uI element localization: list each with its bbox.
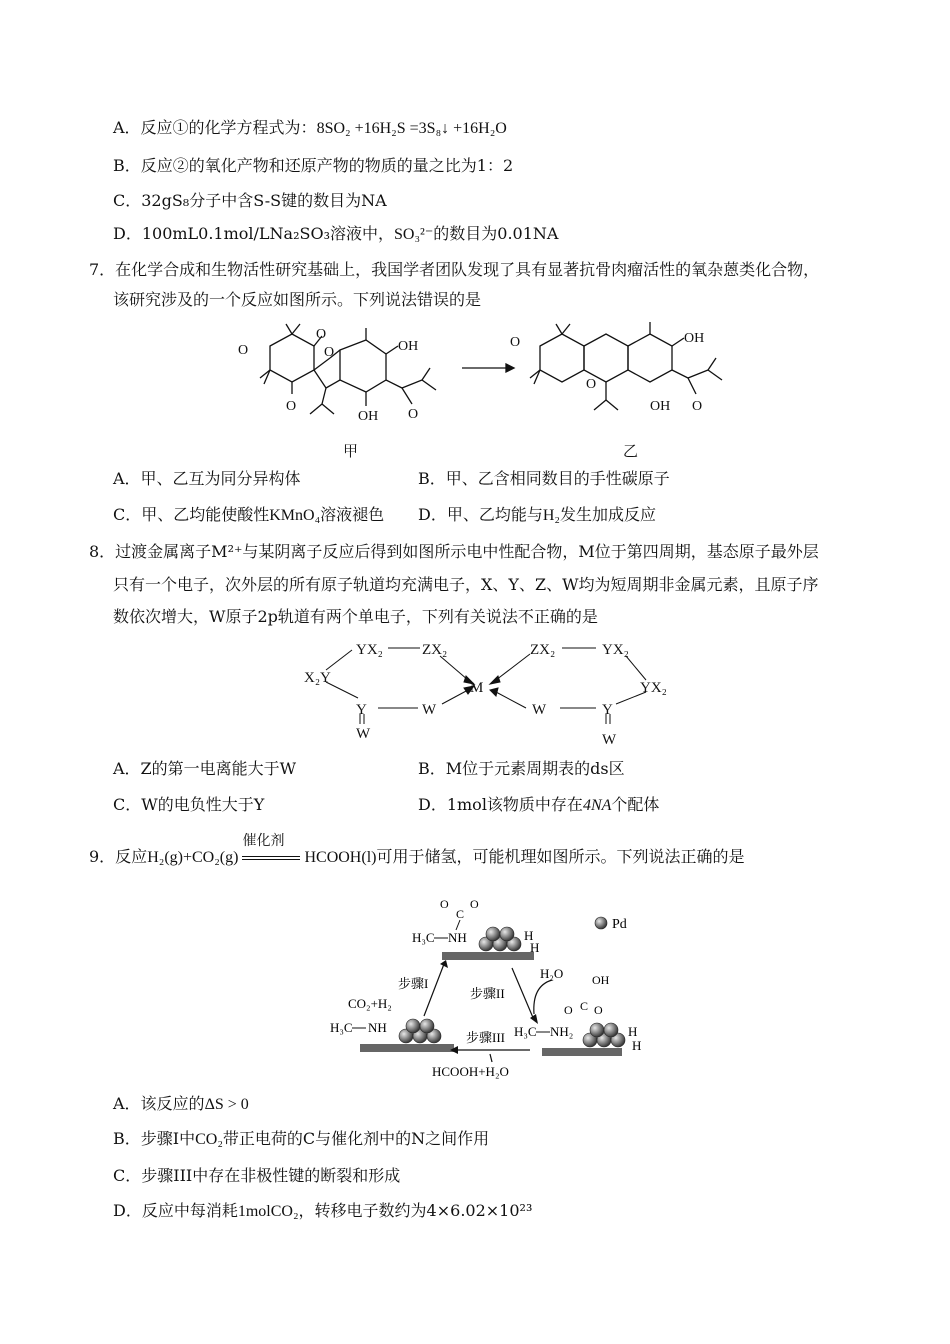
step3-label: 步骤III bbox=[466, 1030, 505, 1045]
sulfite-ion: SO₃²⁻ bbox=[394, 226, 434, 243]
svg-text:W: W bbox=[602, 732, 617, 748]
q8-option-a: A．Z的第一电离能大于W bbox=[113, 759, 297, 778]
pd-legend: Pd bbox=[612, 917, 627, 932]
q7-reaction-diagram bbox=[230, 318, 750, 458]
co2-formula: CO₂ bbox=[195, 1131, 223, 1148]
svg-text:O: O bbox=[408, 407, 419, 422]
delta-s: ΔS > 0 bbox=[204, 1096, 249, 1113]
q8-stem-line2: 只有一个电子，次外层的所有原子轨道均充满电子，X、Y、Z、W均为短周期非金属元素，且原子序 bbox=[113, 575, 819, 594]
q6-option-d: D．100mL0.1mol/LNa₂SO₃溶液中，SO₃²⁻的数目为0.01NA bbox=[113, 224, 559, 243]
svg-text:H: H bbox=[632, 1038, 642, 1053]
svg-text:C: C bbox=[580, 999, 589, 1013]
svg-text:X₂Y: X₂Y bbox=[304, 670, 331, 686]
svg-text:O: O bbox=[316, 327, 327, 342]
svg-text:ZX₂: ZX₂ bbox=[530, 642, 556, 658]
svg-text:Y: Y bbox=[602, 702, 613, 718]
q8-stem-line1: 8．过渡金属离子M²⁺与某阴离子反应后得到如图所示电中性配合物，M位于第四周期，基态原子最外层 bbox=[89, 542, 819, 561]
svg-text:YX₂: YX₂ bbox=[356, 642, 383, 658]
svg-text:W: W bbox=[422, 702, 437, 718]
q8-option-c: C．W的电负性大于Y bbox=[113, 795, 265, 814]
svg-text:OH: OH bbox=[592, 973, 610, 987]
avogadro-number: 4NA bbox=[582, 797, 612, 814]
q7-stem-line1: 7．在化学合成和生物活性研究基础上，我国学者团队发现了具有显著抗骨肉瘤活性的氧杂蒽类化合物， bbox=[89, 260, 820, 279]
svg-text:NH: NH bbox=[448, 930, 467, 945]
svg-text:YX₂: YX₂ bbox=[602, 642, 629, 658]
q7-option-d: D．甲、乙均能与H₂发生加成反应 bbox=[418, 505, 656, 524]
svg-text:NH: NH bbox=[368, 1020, 387, 1035]
co2-h2-label: CO₂+H₂ bbox=[348, 996, 392, 1011]
q9-option-d: D．反应中每消耗1molCO₂，转移电子数约为4×6.02×10²³ bbox=[113, 1201, 533, 1220]
h2-formula: H₂ bbox=[542, 507, 560, 524]
svg-text:OH: OH bbox=[358, 409, 379, 424]
step2-label: 步骤II bbox=[470, 986, 505, 1001]
q9-option-b: B．步骤I中CO₂带正电荷的C与催化剂中的N之间作用 bbox=[113, 1129, 490, 1148]
svg-text:H: H bbox=[530, 940, 540, 955]
compound-yi-label: 乙 bbox=[623, 442, 639, 460]
q8-complex-diagram bbox=[300, 636, 680, 748]
svg-text:O: O bbox=[324, 345, 335, 360]
svg-text:OH: OH bbox=[398, 339, 419, 354]
catalyst-arrow: 催化剂 bbox=[238, 846, 304, 868]
svg-text:H: H bbox=[628, 1024, 638, 1039]
q6-option-a: A．反应①的化学方程式为：8SO₂ +16H₂S =3S₈↓ +16H₂O bbox=[113, 118, 507, 137]
q7-stem-line2: 该研究涉及的一个反应如图所示。下列说法错误的是 bbox=[113, 290, 482, 309]
svg-text:ZX₂: ZX₂ bbox=[422, 642, 448, 658]
svg-text:W: W bbox=[356, 726, 371, 742]
svg-text:O: O bbox=[440, 897, 449, 911]
q9-stem: 9．反应H₂(g)+CO₂(g) 催化剂 HCOOH(l)可用于储氢，可能机理如图所示。下列说法正确的是 bbox=[89, 833, 745, 866]
svg-text:OH: OH bbox=[650, 399, 671, 414]
q6-option-b: B．反应②的氧化产物和还原产物的物质的量之比为1：2 bbox=[113, 156, 514, 175]
svg-text:H₃C: H₃C bbox=[330, 1020, 353, 1035]
q7-label-o: O bbox=[238, 343, 249, 358]
q7-option-a: A．甲、乙互为同分异构体 bbox=[113, 469, 301, 488]
svg-text:YX₂: YX₂ bbox=[640, 680, 667, 696]
svg-text:Y: Y bbox=[356, 702, 367, 718]
svg-text:O: O bbox=[470, 897, 479, 911]
q8-option-d: D．1mol该物质中存在4NA个配体 bbox=[418, 795, 660, 814]
svg-text:H₃C: H₃C bbox=[412, 930, 435, 945]
q9-option-a: A．该反应的ΔS > 0 bbox=[113, 1094, 249, 1113]
kmno4-formula: KMnO₄ bbox=[269, 507, 321, 524]
svg-text:OH: OH bbox=[684, 331, 705, 346]
svg-text:O: O bbox=[692, 399, 703, 414]
svg-text:H: H bbox=[524, 928, 534, 943]
q9-product: HCOOH(l) bbox=[304, 849, 377, 866]
metal-m: M bbox=[470, 680, 484, 696]
q8-stem-line3: 数依次增大，W原子2p轨道有两个单电子，下列有关说法不正确的是 bbox=[113, 607, 598, 626]
svg-text:C: C bbox=[456, 907, 465, 921]
q9-reactants: H₂(g)+CO₂(g) bbox=[147, 849, 239, 866]
svg-text:H₃C: H₃C bbox=[514, 1024, 537, 1039]
one-mol-co2: 1molCO₂ bbox=[237, 1203, 299, 1220]
q6-option-c: C．32gS₈分子中含S-S键的数目为NA bbox=[113, 191, 387, 210]
svg-text:O: O bbox=[286, 399, 297, 414]
q8-option-b: B．M位于元素周期表的ds区 bbox=[418, 759, 625, 778]
hcooh-h2o-label: HCOOH+H₂O bbox=[432, 1064, 509, 1079]
svg-text:O: O bbox=[586, 377, 597, 392]
svg-text:O: O bbox=[564, 1003, 573, 1017]
q9-option-c: C．步骤III中存在非极性键的断裂和形成 bbox=[113, 1166, 401, 1185]
compound-jia-label: 甲 bbox=[343, 442, 359, 460]
q9-mechanism-diagram bbox=[320, 890, 660, 1084]
svg-text:O: O bbox=[594, 1003, 603, 1017]
q6-option-a-equation: 8SO₂ +16H₂S =3S₈↓ +16H₂O bbox=[316, 120, 507, 137]
svg-text:H₂O: H₂O bbox=[540, 966, 564, 981]
svg-text:O: O bbox=[510, 335, 521, 350]
svg-text:W: W bbox=[532, 702, 547, 718]
step1-label: 步骤I bbox=[398, 976, 429, 991]
q7-option-b: B．甲、乙含相同数目的手性碳原子 bbox=[418, 469, 670, 488]
svg-text:NH₂: NH₂ bbox=[550, 1024, 574, 1039]
q7-option-c: C．甲、乙均能使酸性KMnO₄溶液褪色 bbox=[113, 505, 385, 524]
